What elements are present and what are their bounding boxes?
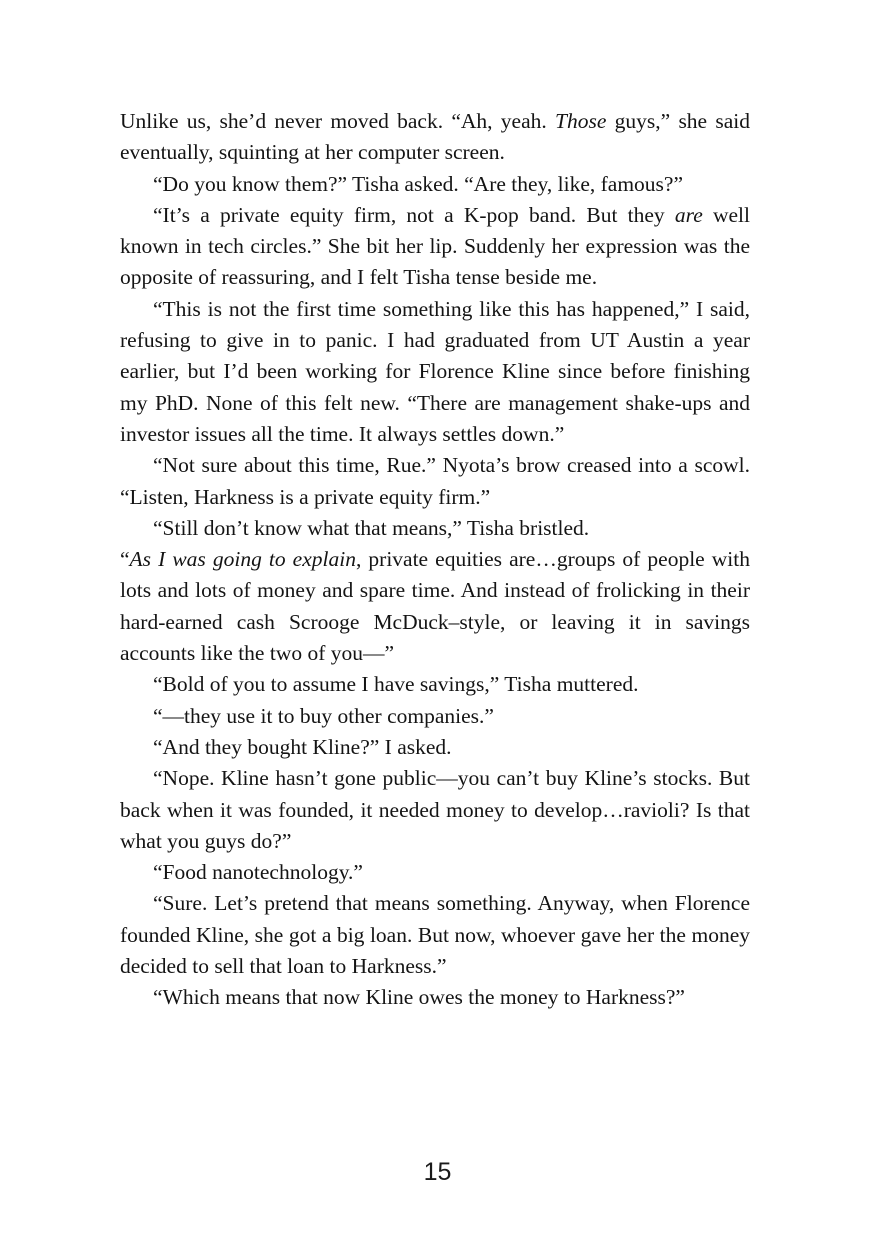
text-segment: , private equities are…groups of people with lots and lots of money and spare time. And instead of frolicking in their hard-earned cash Scrooge McDuck–style, or leaving it in savings accounts like the two of you—” [120,547,750,666]
text-segment: “Which means that now Kline owes the money to Harkness?” [153,985,685,1010]
paragraph [120,294,750,450]
paragraph [120,982,750,1013]
italic-text-segment: Those [555,109,607,133]
paragraph [120,200,750,294]
paragraph [120,544,750,669]
paragraph [120,888,750,982]
text-segment: guys,” she said eventually, squinting at her computer screen. [120,109,750,165]
text-segment: “This is not the first time something like this has happened,” I said, refusing to give in to panic. I had graduated from UT Austin a year earlier, but I’d been working for Florence Kline since before finishing my PhD. None of this felt new. “There are management shake-ups and investor issues all the time. It always settles down.” [120,296,750,446]
text-segment: “It’s a private equity firm, not a K-pop band. But they [153,202,675,227]
italic-text-segment: As I was going to explain [129,547,356,572]
text-segment: “And they bought Kline?” I asked. [153,734,452,759]
text-segment: “Bold of you to assume I have savings,” Tisha muttered. [153,672,639,697]
paragraph [120,450,750,513]
paragraph [120,857,750,888]
text-segment: “Still don’t know what that means,” Tisha bristled. [153,515,590,540]
text-segment: Unlike us, she’d never moved back. “Ah, yeah. [120,109,556,133]
italic-text-segment: are [674,202,703,227]
text-segment: “Not sure about this time, Rue.” Nyota’s brow creased into a scowl. “Listen, Harkness is a private equity firm.” [120,453,750,509]
paragraph [120,763,750,857]
paragraph [120,169,750,200]
text-segment: “Nope. Kline hasn’t gone public—you can’t buy Kline’s stocks. But back when it was founded, it needed money to develop…ravioli? Is that what you guys do?” [120,766,750,853]
page-number: 15 [423,1158,452,1186]
paragraph [120,106,750,169]
paragraph [120,669,750,700]
text-segment: well known in tech circles.” She bit her lip. Suddenly her expression was the opposite of reassuring, and I felt Tisha tense beside me. [120,202,750,290]
text-segment: “Sure. Let’s pretend that means something. Anyway, when Florence founded Kline, she got a big loan. But now, whoever gave her the money decided to sell that loan to Harkness.” [120,891,750,979]
text-segment: “Food nanotechnology.” [153,860,363,885]
text-segment: “—they use it to buy other companies.” [153,703,494,728]
paragraph [120,732,750,763]
paragraph [120,701,750,732]
text-segment: “ [120,547,130,572]
text-segment: “Do you know them?” Tisha asked. “Are they, like, famous?” [153,171,684,196]
body-text [120,106,750,1014]
paragraph [120,513,750,544]
